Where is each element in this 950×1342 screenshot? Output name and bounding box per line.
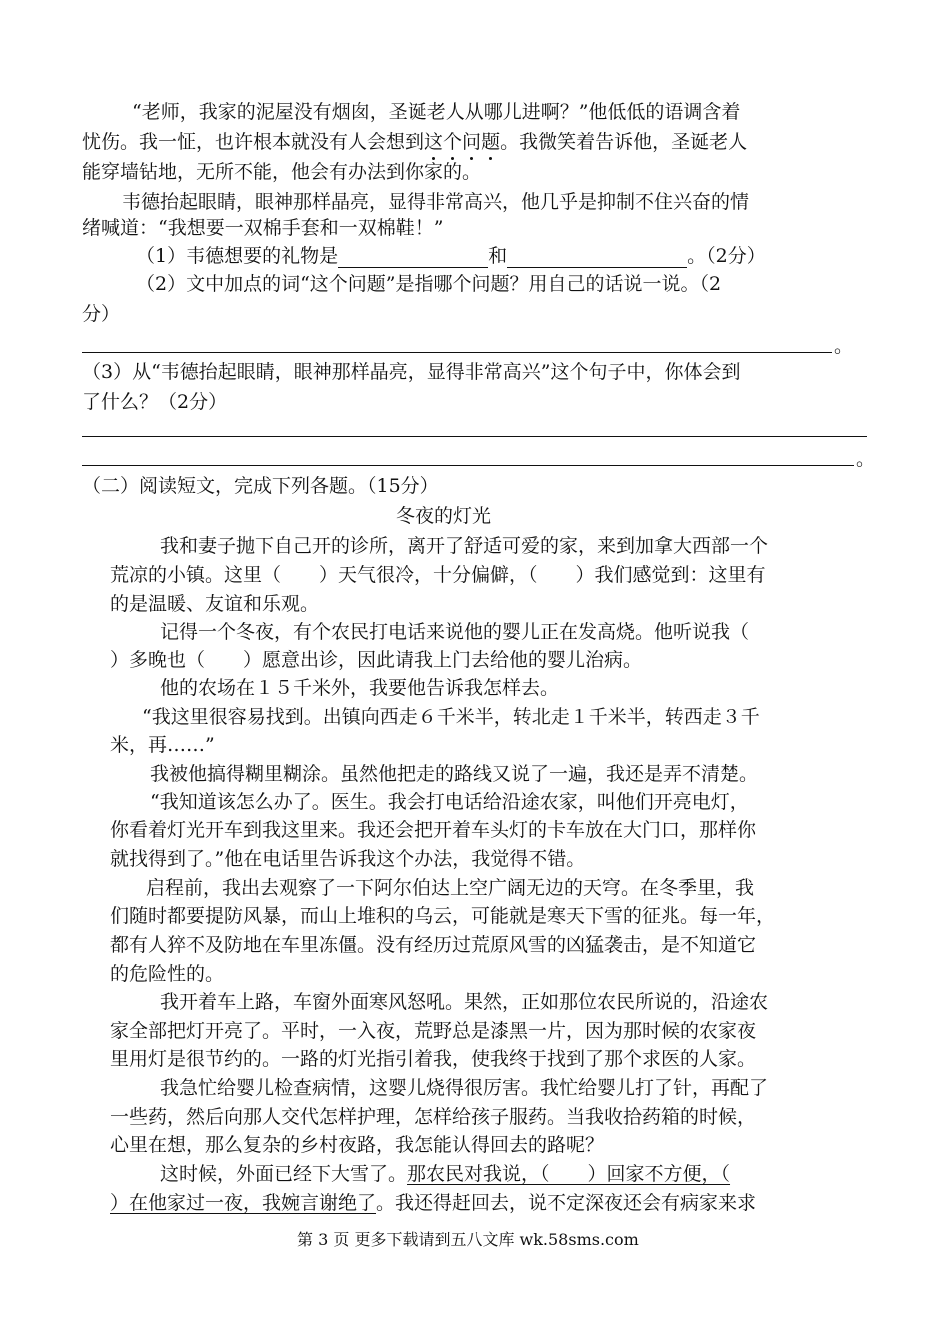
- question-text: 和: [488, 245, 508, 267]
- article-line: 我急忙给婴儿检查病情，这婴儿烧得很厉害。我忙给婴儿打了针，再配了: [160, 1077, 769, 1099]
- passage-line: 绪喊道：“我想要一双棉手套和一双棉鞋！”: [82, 217, 444, 239]
- page-footer: 第 3 页 更多下载请到五八文库 wk.58sms.com: [297, 1230, 639, 1249]
- article-line: 启程前，我出去观察了一下阿尔伯达上空广阔无边的天穹。在冬季里，我: [146, 877, 755, 899]
- underlined-sentence: 那农民对我说，（ ）回家不方便，（: [407, 1163, 731, 1185]
- article-line: [110, 1191, 756, 1215]
- dotted-char: 问: [462, 131, 482, 153]
- article-title: 冬夜的灯光: [396, 505, 492, 527]
- passage-text: 。我微笑着告诉他，圣诞老人: [500, 131, 748, 153]
- article-line: 我开着车上路，车窗外面寒风怒吼。果然，正如那位农民所说的，沿途农: [160, 991, 769, 1013]
- question-text: （1）韦德想要的礼物是: [136, 245, 339, 267]
- question-2-cont: 分）: [82, 303, 121, 325]
- article-line: 们随时都要提防风暴，而山上堆积的乌云，可能就是寒天下雪的征兆。每一年，: [110, 905, 776, 927]
- passage-line: “老师，我家的泥屋没有烟囱，圣诞老人从哪儿进啊？”他低低的语调含着: [132, 101, 741, 123]
- article-line: [160, 1162, 730, 1186]
- passage-line: 韦德抬起眼睛，眼神那样晶亮，显得非常高兴，他几乎是抑制不住兴奋的情: [122, 191, 750, 213]
- answer-blank[interactable]: [507, 249, 687, 268]
- article-text: 。我还得赶回去，说不定深夜还会有病家来求: [376, 1192, 757, 1214]
- passage-line: 能穿墙钻地，无所不能，他会有办法到你家的。: [82, 161, 482, 183]
- question-text: 。（2分）: [687, 245, 766, 267]
- article-line: 一些药，然后向那人交代怎样护理，怎样给孩子服药。当我收拾药箱的时候，: [110, 1106, 757, 1128]
- answer-line[interactable]: [82, 465, 854, 466]
- dotted-char: 这: [424, 131, 444, 153]
- passage-line: [82, 130, 747, 154]
- article-line: 我和妻子抛下自己开的诊所，离开了舒适可爱的家，来到加拿大西部一个: [160, 535, 769, 557]
- article-line: 的是温暖、友谊和乐观。: [110, 593, 320, 615]
- article-line: “我知道该怎么办了。医生。我会打电话给沿途农家，叫他们开亮电灯，: [150, 791, 749, 813]
- article-line: 都有人猝不及防地在车里冻僵。没有经历过荒原风雪的凶猛袭击，是不知道它: [110, 934, 757, 956]
- dotted-char: 个: [443, 131, 463, 153]
- article-line: 里用灯是很节约的。一路的灯光指引着我，使我终于找到了那个求医的人家。: [110, 1048, 757, 1070]
- article-line: 就找得到了。”他在电话里告诉我这个办法，我觉得不错。: [110, 848, 586, 870]
- article-line: 心里在想，那么复杂的乡村夜路，我怎能认得回去的路呢？: [110, 1134, 605, 1156]
- underlined-sentence: ）在他家过一夜，我婉言谢绝了: [110, 1192, 377, 1214]
- article-line: 他的农场在１５千米外，我要他告诉我怎样去。: [160, 677, 560, 699]
- answer-line[interactable]: [82, 352, 832, 353]
- article-line: 记得一个冬夜，有个农民打电话来说他的婴儿正在发高烧。他听说我（: [160, 621, 750, 643]
- passage-text: 忧伤。我一怔，也许根本就没有人会想到: [82, 131, 425, 153]
- question-1: [136, 244, 766, 268]
- article-line: 荒凉的小镇。这里（ ）天气很冷，十分偏僻，（ ）我们感觉到：这里有: [110, 564, 766, 586]
- article-line: 我被他搞得糊里糊涂。虽然他把走的路线又说了一遍，我还是弄不清楚。: [150, 763, 759, 785]
- answer-line-period: 。: [834, 335, 854, 357]
- article-text: 这时候，外面已经下大雪了。: [160, 1163, 408, 1185]
- question-3: （3）从“韦德抬起眼睛，眼神那样晶亮，显得非常高兴”这个句子中，你体会到: [82, 361, 741, 383]
- article-line: 你看着灯光开车到我这里来。我还会把开着车头灯的卡车放在大门口，那样你: [110, 819, 757, 841]
- article-line: “我这里很容易找到。出镇向西走６千米半，转北走１千米半，转西走３千: [142, 706, 760, 728]
- answer-line[interactable]: [82, 436, 867, 437]
- question-3-cont: 了什么？（2分）: [82, 391, 228, 413]
- article-line: 米，再……”: [110, 734, 215, 756]
- section-heading: （二）阅读短文，完成下列各题。（15分）: [82, 475, 439, 497]
- article-line: 家全部把灯开亮了。平时，一入夜，荒野总是漆黑一片，因为那时候的农家夜: [110, 1020, 757, 1042]
- dotted-char: 题: [481, 131, 501, 153]
- answer-blank[interactable]: [338, 249, 488, 268]
- article-line: 的危险性的。: [110, 963, 225, 985]
- answer-line-period: 。: [856, 448, 876, 470]
- question-2: （2）文中加点的词“这个问题”是指哪个问题？用自己的话说一说。（2: [136, 273, 722, 295]
- article-line: ）多晚也（ ）愿意出诊，因此请我上门去给他的婴儿治病。: [110, 649, 643, 671]
